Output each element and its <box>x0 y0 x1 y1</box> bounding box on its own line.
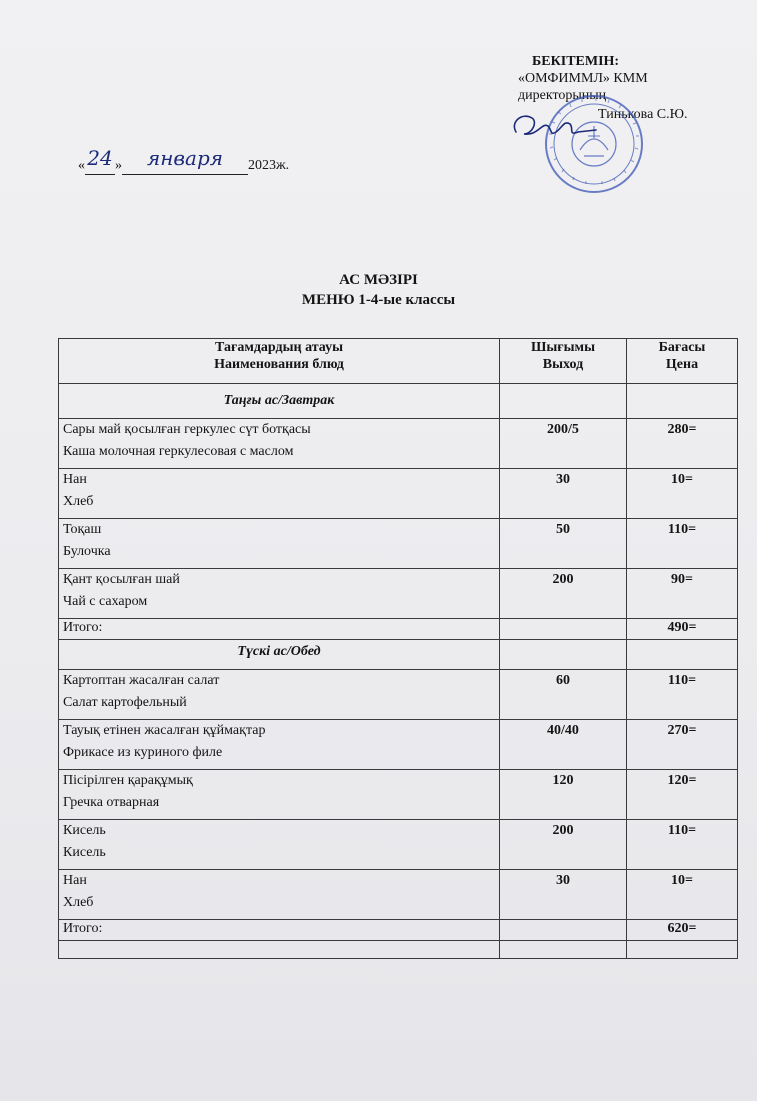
dish-yield: 40/40 <box>500 720 627 770</box>
dish-yield: 200/5 <box>500 419 627 469</box>
date-close-quote: » <box>115 158 122 173</box>
dish-yield: 60 <box>500 670 627 720</box>
table-cell-empty <box>500 640 627 670</box>
date-month: января <box>146 146 224 170</box>
section-row-breakfast <box>59 384 738 419</box>
dish-yield: 200 <box>500 569 627 619</box>
dish-name <box>59 670 500 720</box>
document-title-ru: МЕНЮ 1-4-ые классы <box>301 292 456 308</box>
dish-name-ru: Салат картофельный <box>63 695 187 710</box>
dish-name-kz: Нан <box>63 472 87 487</box>
table-row <box>59 670 738 720</box>
date-month-field <box>122 146 248 175</box>
dish-yield: 50 <box>500 519 627 569</box>
dish-name <box>59 870 500 920</box>
dish-name <box>59 469 500 519</box>
dish-name-ru: Фрикасе из куриного филе <box>63 745 223 760</box>
total-row-lunch <box>59 920 738 941</box>
table-row <box>59 469 738 519</box>
table-row <box>59 770 738 820</box>
empty-row <box>59 941 738 959</box>
menu-table <box>58 338 738 959</box>
table-row <box>59 519 738 569</box>
dish-name <box>59 569 500 619</box>
dish-price: 120= <box>627 770 738 820</box>
dish-name-ru: Гречка отварная <box>63 795 160 810</box>
dish-name-kz: Пісірілген қарақұмық <box>63 773 193 788</box>
dish-name <box>59 519 500 569</box>
table-cell-empty <box>500 920 627 941</box>
table-row <box>59 720 738 770</box>
header-yield <box>500 339 627 384</box>
dish-price: 10= <box>627 469 738 519</box>
total-price: 620= <box>627 920 738 941</box>
dish-yield: 120 <box>500 770 627 820</box>
dish-name-ru: Хлеб <box>63 895 94 910</box>
dish-name-ru: Хлеб <box>63 494 94 509</box>
dish-name-ru: Чай с сахаром <box>63 594 148 609</box>
dish-price: 280= <box>627 419 738 469</box>
document-title-kz: АС МӘЗІРІ <box>339 272 418 288</box>
approval-organization: «ОМФИММЛ» КММ <box>518 71 648 86</box>
header-price-ru: Цена <box>665 357 699 372</box>
dish-name-kz: Кисель <box>63 823 106 838</box>
table-cell-empty <box>627 941 738 959</box>
total-price: 490= <box>627 619 738 640</box>
dish-name-kz: Сары май қосылған геркулес сүт ботқасы <box>63 422 311 437</box>
table-cell-empty <box>500 941 627 959</box>
section-title-breakfast: Таңғы ас/Завтрак <box>59 384 500 419</box>
approval-date <box>78 146 290 175</box>
table-cell-empty <box>627 384 738 419</box>
dish-name-kz: Қант қосылған шай <box>63 572 180 587</box>
dish-yield: 30 <box>500 870 627 920</box>
dish-price: 90= <box>627 569 738 619</box>
table-row <box>59 820 738 870</box>
dish-yield: 30 <box>500 469 627 519</box>
header-dish-name-kz: Тағамдардың атауы <box>214 340 344 355</box>
dish-price: 10= <box>627 870 738 920</box>
table-cell-empty <box>500 619 627 640</box>
table-cell-empty <box>59 941 500 959</box>
dish-name <box>59 770 500 820</box>
director-signature-icon <box>508 108 598 144</box>
dish-name-kz: Тоқаш <box>63 522 102 537</box>
dish-name-kz: Нан <box>63 873 87 888</box>
dish-name <box>59 820 500 870</box>
total-label: Итого: <box>59 619 500 640</box>
header-yield-ru: Выход <box>542 357 584 372</box>
header-dish-name-ru: Наименования блюд <box>214 357 344 372</box>
approval-role: директорының <box>518 88 607 103</box>
table-row <box>59 419 738 469</box>
dish-price: 110= <box>627 820 738 870</box>
section-title-lunch: Түскі ас/Обед <box>59 640 500 670</box>
date-open-quote: « <box>78 158 85 173</box>
table-cell-empty <box>500 384 627 419</box>
table-row <box>59 569 738 619</box>
dish-price: 270= <box>627 720 738 770</box>
total-row-breakfast <box>59 619 738 640</box>
date-year: 2023ж. <box>248 158 290 173</box>
date-day-field <box>85 146 115 175</box>
dish-yield: 200 <box>500 820 627 870</box>
dish-price: 110= <box>627 670 738 720</box>
dish-name-kz: Тауық етінен жасалған құймақтар <box>63 723 266 738</box>
header-dish-name <box>59 339 500 384</box>
total-label: Итого: <box>59 920 500 941</box>
header-price <box>627 339 738 384</box>
table-cell-empty <box>627 640 738 670</box>
dish-name-ru: Каша молочная геркулесовая с маслом <box>63 444 294 459</box>
dish-name-kz: Картоптан жасалған салат <box>63 673 220 688</box>
table-header-row <box>59 339 738 384</box>
dish-name-ru: Булочка <box>63 544 111 559</box>
dish-price: 110= <box>627 519 738 569</box>
header-yield-kz: Шығымы <box>530 340 596 355</box>
section-row-lunch <box>59 640 738 670</box>
dish-name <box>59 720 500 770</box>
header-price-kz: Бағасы <box>658 340 706 355</box>
dish-name <box>59 419 500 469</box>
approval-director-name: Тинькова С.Ю. <box>598 107 688 122</box>
approval-heading: БЕКІТЕМІН: <box>532 54 620 69</box>
date-day: 24 <box>87 146 113 170</box>
table-row <box>59 870 738 920</box>
dish-name-ru: Кисель <box>63 845 106 860</box>
